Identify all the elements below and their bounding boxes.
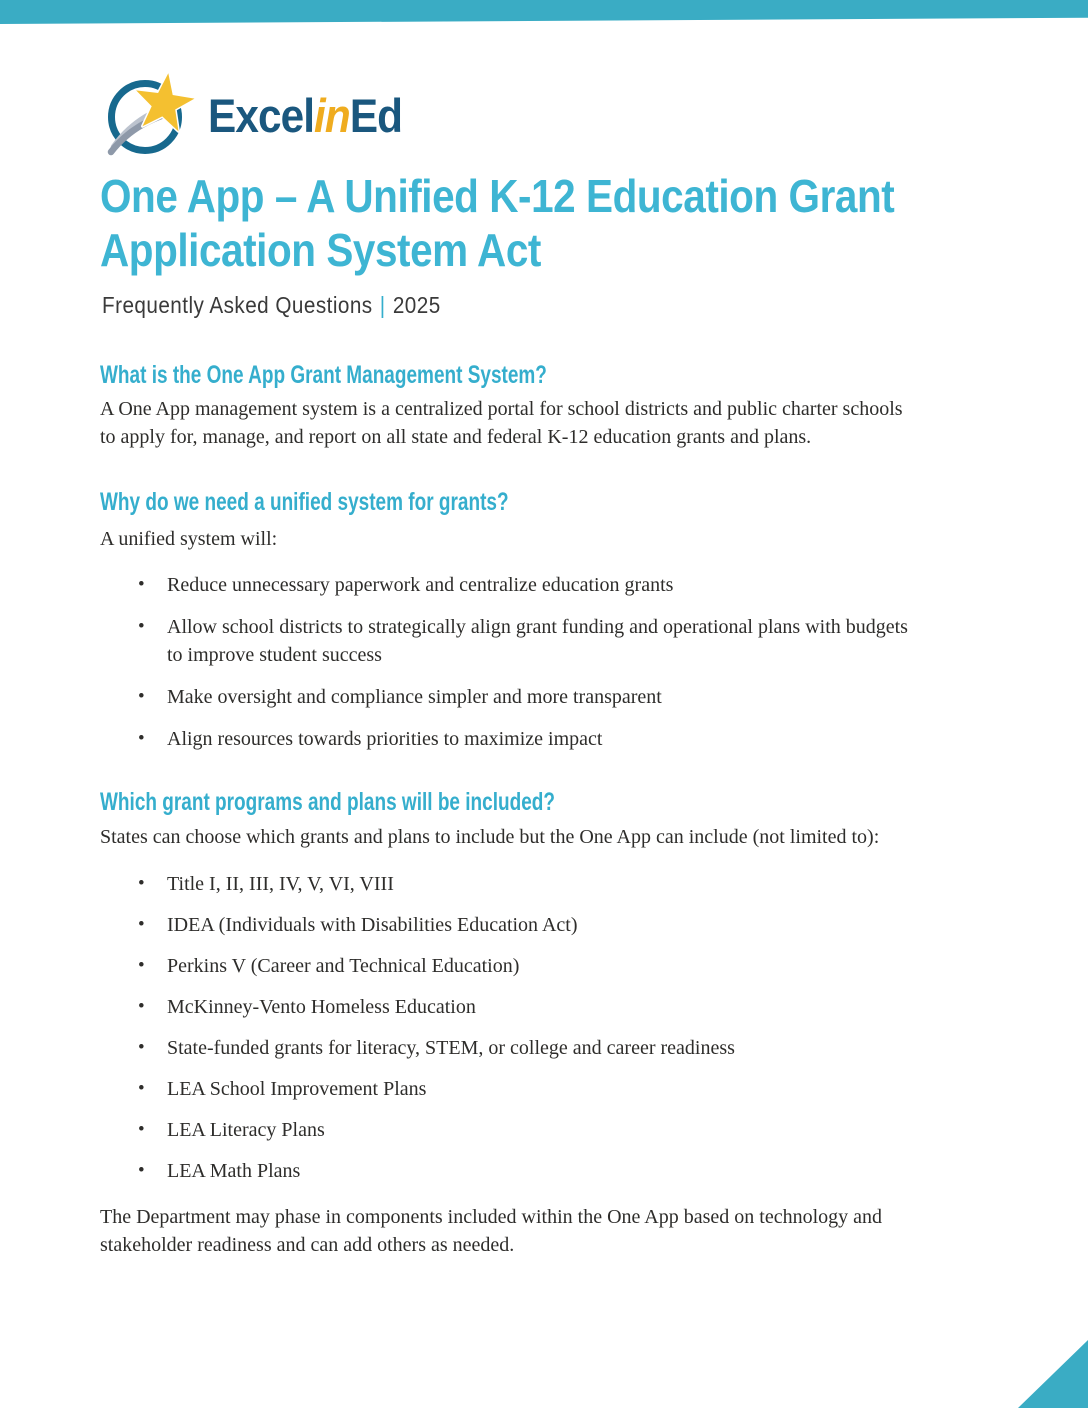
wordmark-ed: Ed [349,89,403,142]
excelined-logo [100,70,424,156]
paragraph-unified-intro [100,525,277,553]
list-item: • McKinney-Vento Homeless Education [167,993,735,1021]
list-item-line: to improve student success [167,644,382,666]
paragraph-line: A One App management system is a centralized portal for school districts and public charter schools [100,398,903,420]
section-heading-why-unified: Why do we need a unified system for grants? [100,488,509,516]
paragraph-line: A unified system will: [100,528,278,550]
bullet-list-programs [167,870,735,1198]
list-item: • Title I, II, III, IV, V, VI, VIII [167,870,735,898]
list-item: • Make oversight and compliance simpler and more transparent [167,683,908,711]
title-line-2: Application System Act [100,224,541,276]
list-item: • IDEA (Individuals with Disabilities Education Act) [167,911,735,939]
list-item [167,613,908,669]
wordmark-in: in [314,89,350,142]
list-item: • Perkins V (Career and Technical Education) [167,952,735,980]
subtitle-text: Frequently Asked Questions [102,292,373,318]
subtitle-year: 2025 [392,292,441,318]
page-title [100,169,894,277]
paragraph-line: stakeholder readiness and can add others as needed. [100,1234,515,1256]
page-content [100,0,1020,1408]
shooting-star-icon [100,70,204,156]
subtitle-divider: | [379,292,386,318]
paragraph-line: States can choose which grants and plans to include but the One App can include (not limited to): [100,826,880,848]
logo-wordmark [208,89,403,142]
paragraph-line: to apply for, manage, and report on all state and federal K-12 education grants and plans. [100,426,812,448]
subtitle [102,292,441,319]
list-item: • State-funded grants for literacy, STEM, or college and career readiness [167,1034,735,1062]
bullet-list-benefits [167,571,908,767]
paragraph-programs-intro [100,823,879,851]
wordmark-excel: Excel [208,89,315,142]
section-heading-which-programs: Which grant programs and plans will be included? [100,788,555,816]
list-item: • Align resources towards priorities to maximize impact [167,725,908,753]
list-item: • LEA Math Plans [167,1157,735,1185]
closing-paragraph [100,1203,882,1259]
list-item-line: • Allow school districts to strategically align grant funding and operational plans with budgets [167,616,908,638]
list-item: • LEA Literacy Plans [167,1116,735,1144]
bottom-corner-accent [1018,1340,1088,1408]
list-item: • Reduce unnecessary paperwork and centralize education grants [167,571,908,599]
paragraph-what-is-one-app [100,395,903,451]
section-heading-what-is-one-app: What is the One App Grant Management System? [100,361,547,389]
paragraph-line: The Department may phase in components included within the One App based on technology and [100,1206,883,1228]
title-line-1: One App – A Unified K-12 Education Grant [100,170,895,222]
list-item: • LEA School Improvement Plans [167,1075,735,1103]
